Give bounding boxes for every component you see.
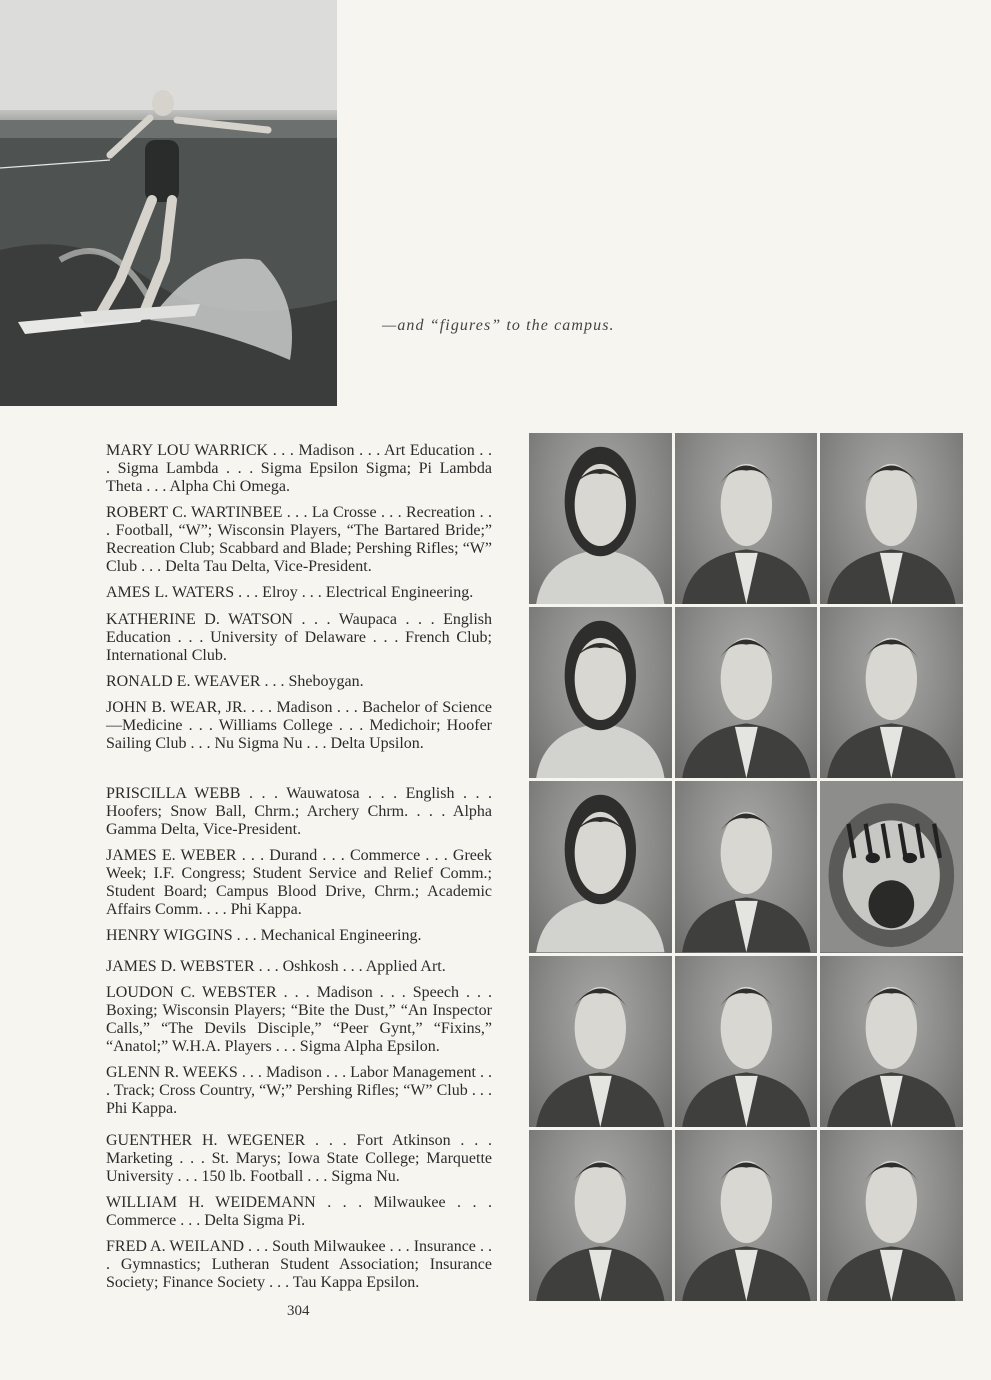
student-portrait: [675, 1130, 818, 1301]
bio-entry: ROBERT C. WARTINBEE . . . La Crosse . . . Recreation . . . Football, “W”; Wisconsin Players, “The Bartared Bride;” Recreation Club; Scabbard and Blade; Pershing Rifles; “W” Club . . . Delta Tau Delta, Vice-President.: [106, 504, 492, 575]
bio-entry: JAMES D. WEBSTER . . . Oshkosh . . . Applied Art.: [106, 958, 446, 975]
page-number: 304: [287, 1303, 310, 1319]
bio-entry: LOUDON C. WEBSTER . . . Madison . . . Speech . . . Boxing; Wisconsin Players; “Bite the Dust,” “An Inspector Calls,” “The Devils Disciple,” “Peer Gynt,” “Fixins,” “Anatol;” W.H.A. Players . . . Sigma Alpha Epsilon.: [106, 984, 492, 1055]
student-portrait: [529, 433, 672, 604]
student-portrait: [529, 1130, 672, 1301]
bio-entry: HENRY WIGGINS . . . Mechanical Engineering.: [106, 927, 422, 944]
portrait-silhouette: [820, 433, 963, 604]
bio-entry: GUENTHER H. WEGENER . . . Fort Atkinson . . . Marketing . . . St. Marys; Iowa State College; Marquette University . . . 150 lb. Football . . . Sigma Nu.: [106, 1132, 492, 1185]
bio-entry: WILLIAM H. WEIDEMANN . . . Milwaukee . . . Commerce . . . Delta Sigma Pi.: [106, 1194, 492, 1229]
student-portrait: [820, 1130, 963, 1301]
bio-entry: AMES L. WATERS . . . Elroy . . . Electrical Engineering.: [106, 584, 474, 601]
portrait-silhouette: [820, 1130, 963, 1301]
bio-group-1: [106, 442, 492, 610]
portrait-silhouette: [820, 956, 963, 1127]
water-skier-photo: [0, 0, 337, 406]
portrait-silhouette: [675, 433, 818, 604]
student-portrait: [820, 607, 963, 778]
tiger-illustration: [820, 781, 963, 952]
bio-entry: JAMES E. WEBER . . . Durand . . . Commerce . . . Greek Week; I.F. Congress; Student Service and Relief Comm.; Student Board; Campus Blood Drive, Chrm.; Academic Affairs Comm. . . . Phi Kappa.: [106, 847, 492, 918]
bio-group-3: [106, 785, 492, 953]
student-portrait: [675, 607, 818, 778]
portrait-silhouette: [529, 956, 672, 1127]
water-skier-illustration: [0, 0, 337, 406]
student-portrait: [675, 781, 818, 952]
portrait-silhouette: [820, 607, 963, 778]
bio-entry: KATHERINE D. WATSON . . . Waupaca . . . English Education . . . University of Delaware . . . French Club; International Club.: [106, 611, 492, 664]
portrait-silhouette: [529, 781, 672, 952]
portrait-silhouette: [529, 1130, 672, 1301]
portrait-silhouette: [529, 607, 672, 778]
portrait-silhouette: [675, 781, 818, 952]
student-portrait: [529, 781, 672, 952]
portrait-silhouette: [675, 607, 818, 778]
student-portrait: [820, 433, 963, 604]
tiger-photo: [820, 781, 963, 952]
student-portrait: [529, 956, 672, 1127]
bio-entry: GLENN R. WEEKS . . . Madison . . . Labor Management . . . Track; Cross Country, “W;” Pershing Rifles; “W” Club . . . Phi Kappa.: [106, 1064, 492, 1117]
bio-group-4: [106, 958, 492, 1126]
student-portrait: [675, 956, 818, 1127]
portrait-silhouette: [675, 1130, 818, 1301]
portrait-grid: [529, 433, 963, 1301]
student-portrait: [675, 433, 818, 604]
student-portrait: [820, 956, 963, 1127]
bio-entry: MARY LOU WARRICK . . . Madison . . . Art Education . . . Sigma Lambda . . . Sigma Epsilon Sigma; Pi Lambda Theta . . . Alpha Chi Omega.: [106, 442, 492, 495]
photo-caption: —and “figures” to the campus.: [382, 317, 615, 334]
bio-entry: PRISCILLA WEBB . . . Wauwatosa . . . English . . . Hoofers; Snow Ball, Chrm.; Archery Chrm. . . . Alpha Gamma Delta, Vice-President.: [106, 785, 492, 838]
portrait-silhouette: [529, 433, 672, 604]
bio-group-5: [106, 1132, 492, 1300]
bio-entry: FRED A. WEILAND . . . South Milwaukee . . . Insurance . . . Gymnastics; Lutheran Student Association; Insurance Society; Finance Society . . . Tau Kappa Epsilon.: [106, 1238, 492, 1291]
student-portrait: [529, 607, 672, 778]
bio-group-2: [106, 611, 492, 761]
bio-entry: RONALD E. WEAVER . . . Sheboygan.: [106, 673, 364, 690]
bio-entry: JOHN B. WEAR, JR. . . . Madison . . . Bachelor of Science—Medicine . . . Williams College . . . Medichoir; Hoofer Sailing Club . . . Nu Sigma Nu . . . Delta Upsilon.: [106, 699, 492, 752]
portrait-silhouette: [675, 956, 818, 1127]
